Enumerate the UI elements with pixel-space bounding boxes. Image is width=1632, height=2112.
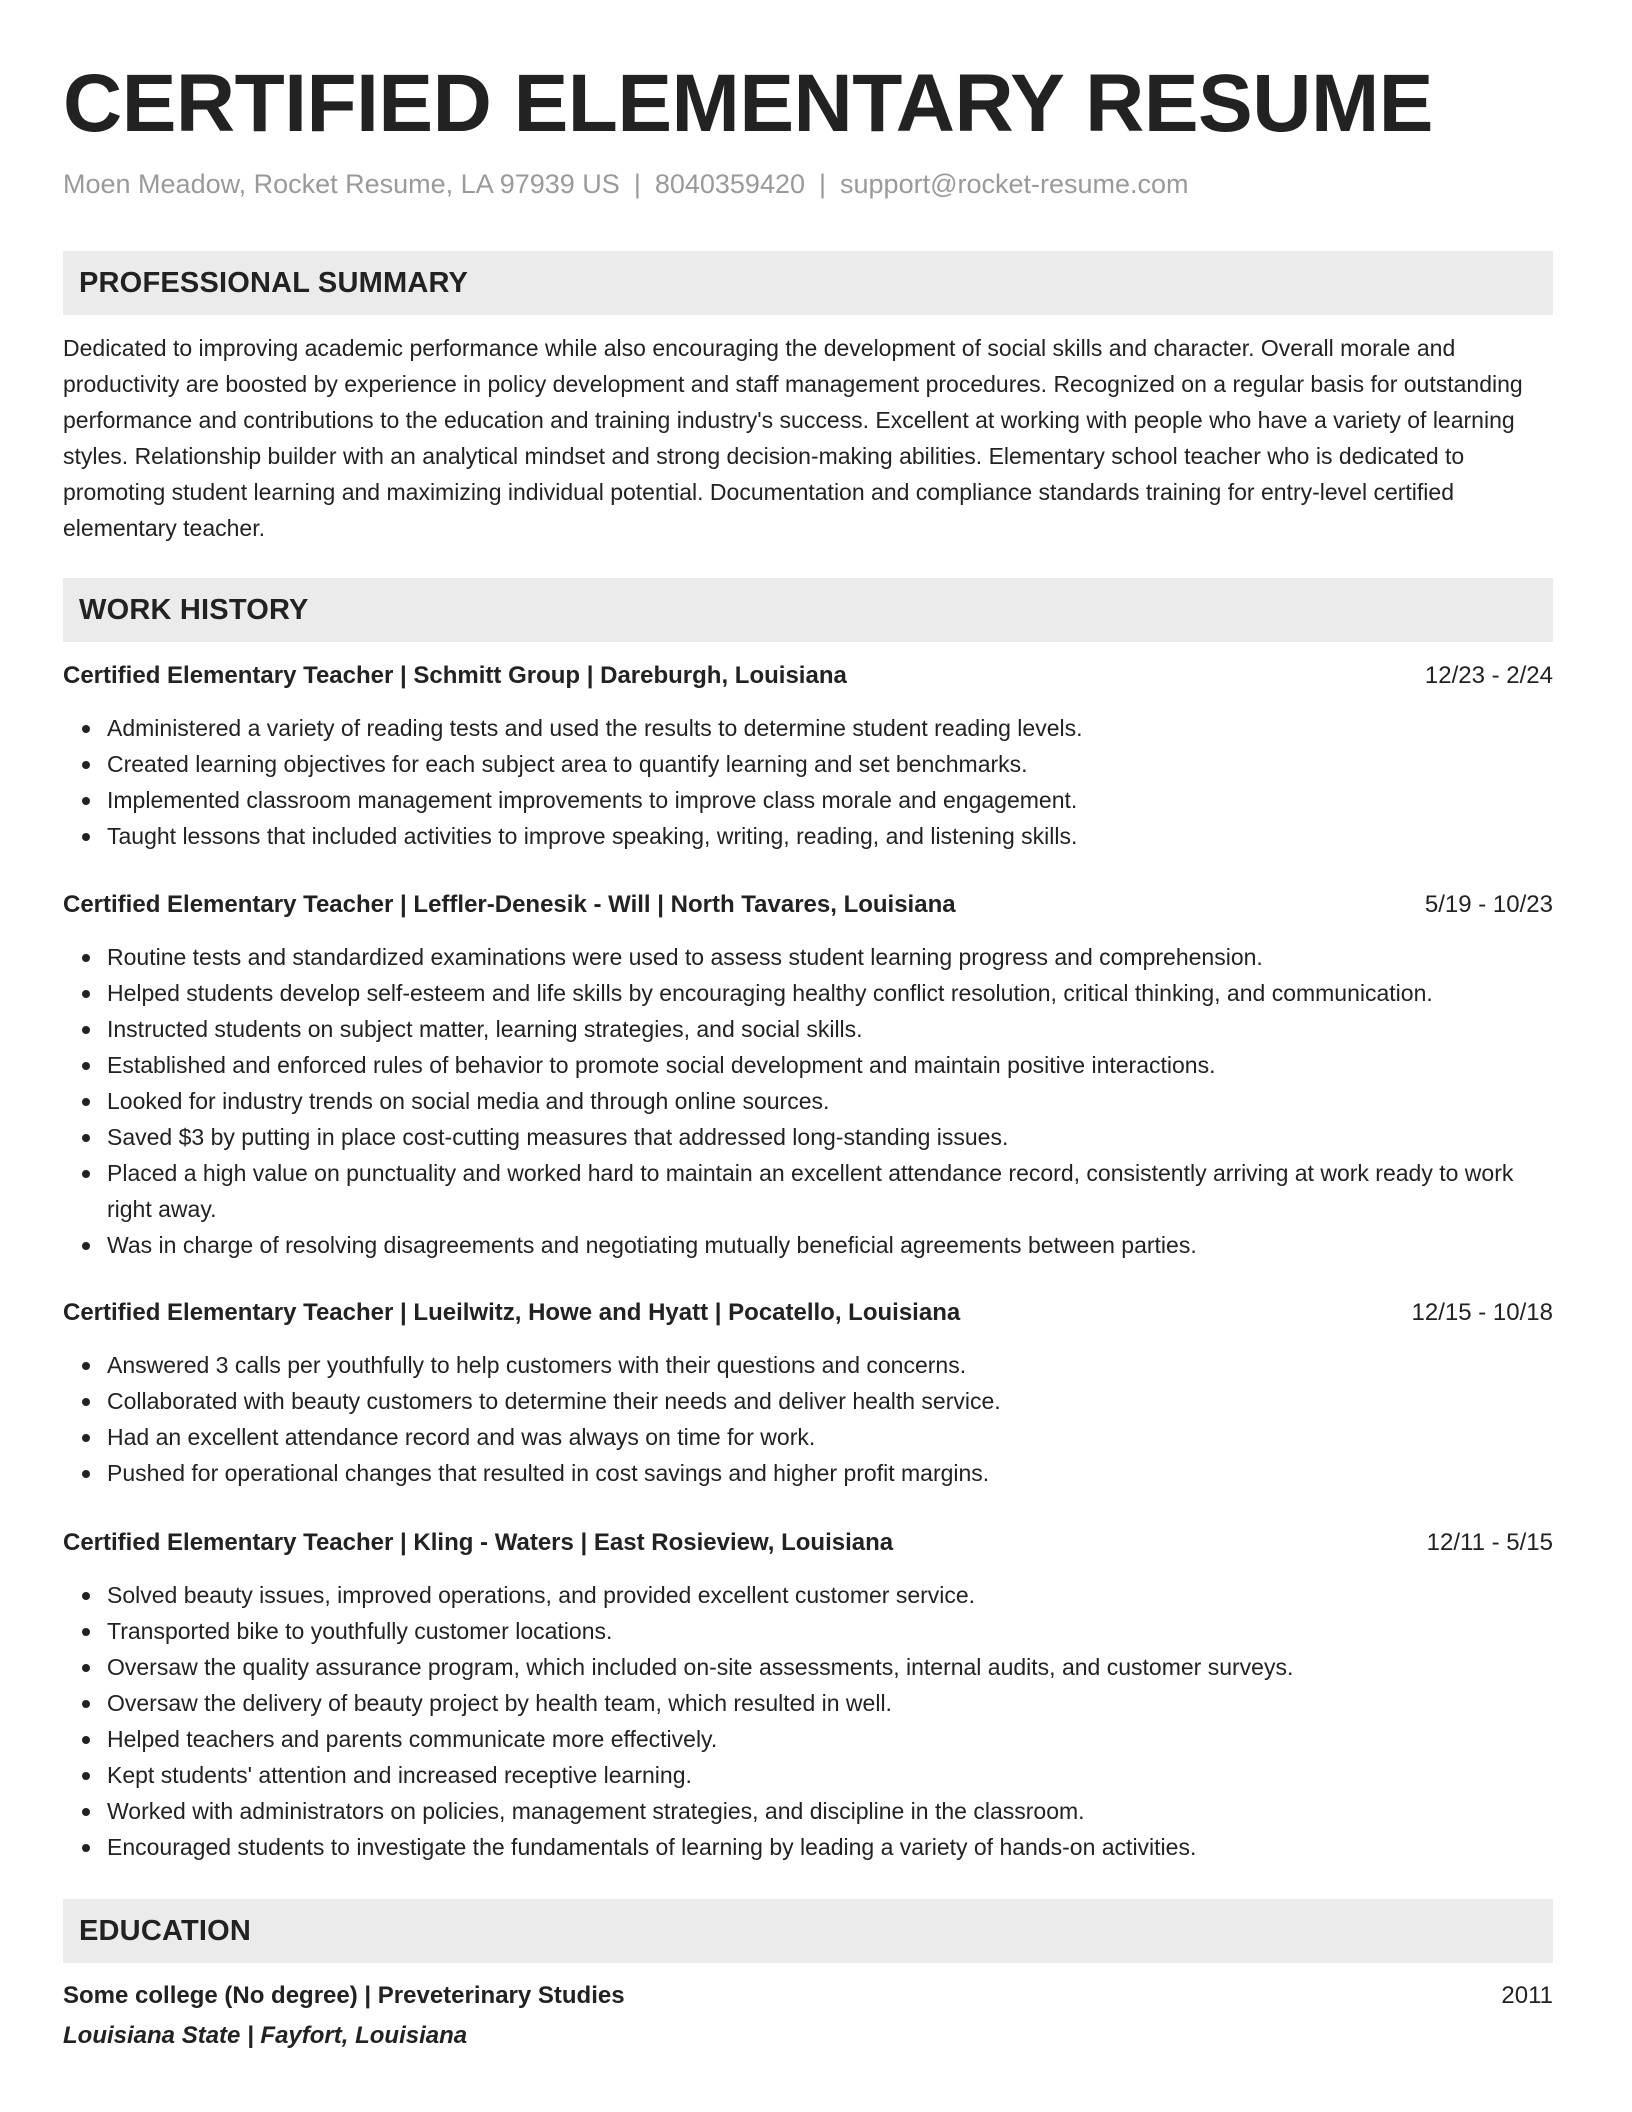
education-header [63, 1978, 1553, 2014]
job-bullet: Taught lessons that included activities to improve speaking, writing, reading, and listening skills. [107, 818, 1553, 854]
job-bullet-list [63, 710, 1553, 854]
summary-section-header [63, 251, 1553, 315]
job-dates: 12/11 - 5/15 [1426, 1529, 1553, 1556]
job-bullet: Placed a high value on punctuality and worked hard to maintain an excellent attendance record, consistently arriving at work ready to work right away. [107, 1155, 1553, 1227]
job-header [63, 1295, 1553, 1331]
education-section-title: EDUCATION [79, 1915, 252, 1947]
work-section-title: WORK HISTORY [79, 594, 309, 626]
education-section-header [63, 1899, 1553, 1963]
job-bullet: Routine tests and standardized examinations were used to assess student learning progress and comprehension. [107, 939, 1553, 975]
job-bullet: Helped teachers and parents communicate more effectively. [107, 1721, 1553, 1757]
job-heading: Certified Elementary Teacher | Kling - Waters | East Rosieview, Louisiana [63, 1529, 894, 1556]
job-bullet: Encouraged students to investigate the fundamentals of learning by leading a variety of hands-on activities. [107, 1829, 1553, 1865]
job-bullet: Solved beauty issues, improved operations, and provided excellent customer service. [107, 1577, 1553, 1613]
job-entry [63, 1525, 1553, 1865]
job-bullet: Transported bike to youthfully customer locations. [107, 1613, 1553, 1649]
job-header [63, 887, 1553, 923]
job-bullet: Answered 3 calls per youthfully to help customers with their questions and concerns. [107, 1347, 1553, 1383]
job-bullet: Administered a variety of reading tests and used the results to determine student reading levels. [107, 710, 1553, 746]
job-bullet-list [63, 1577, 1553, 1865]
contact-phone: 8040359420 [654, 169, 805, 199]
job-bullet: Looked for industry trends on social media and through online sources. [107, 1083, 1553, 1119]
contact-address: Moen Meadow, Rocket Resume, LA 97939 US [63, 169, 620, 199]
job-dates: 5/19 - 10/23 [1424, 891, 1553, 918]
job-bullet: Established and enforced rules of behavior to promote social development and maintain positive interactions. [107, 1047, 1553, 1083]
job-entry [63, 1295, 1553, 1491]
job-bullet: Oversaw the quality assurance program, which included on-site assessments, internal audits, and customer surveys. [107, 1649, 1553, 1685]
job-bullet: Worked with administrators on policies, management strategies, and discipline in the classroom. [107, 1793, 1553, 1829]
contact-email: support@rocket-resume.com [840, 169, 1189, 199]
summary-section-title: PROFESSIONAL SUMMARY [79, 267, 469, 299]
resume-title: CERTIFIED ELEMENTARY RESUME [63, 58, 1433, 149]
job-bullet-list [63, 1347, 1553, 1491]
job-bullet: Helped students develop self-esteem and life skills by encouraging healthy conflict resolution, critical thinking, and communication. [107, 975, 1553, 1011]
education-degree: Some college (No degree) | Preveterinary Studies [63, 1982, 625, 2009]
job-bullet-list [63, 939, 1553, 1263]
education-entry [63, 1978, 1553, 2054]
job-dates: 12/23 - 2/24 [1424, 662, 1553, 689]
job-heading: Certified Elementary Teacher | Lueilwitz, Howe and Hyatt | Pocatello, Louisiana [63, 1299, 961, 1326]
job-bullet: Collaborated with beauty customers to determine their needs and deliver health service. [107, 1383, 1553, 1419]
job-heading: Certified Elementary Teacher | Leffler-Denesik - Will | North Tavares, Louisiana [63, 891, 956, 918]
job-bullet: Instructed students on subject matter, learning strategies, and social skills. [107, 1011, 1553, 1047]
job-entry [63, 887, 1553, 1263]
job-bullet: Created learning objectives for each subject area to quantify learning and set benchmarks. [107, 746, 1553, 782]
job-bullet: Pushed for operational changes that resulted in cost savings and higher profit margins. [107, 1455, 1553, 1491]
education-year: 2011 [1501, 1982, 1553, 2009]
job-bullet: Implemented classroom management improvements to improve class morale and engagement. [107, 782, 1553, 818]
contact-line [63, 166, 1189, 202]
job-dates: 12/15 - 10/18 [1411, 1299, 1553, 1326]
job-header [63, 658, 1553, 694]
work-section-header [63, 578, 1553, 642]
education-school: Louisiana State | Fayfort, Louisiana [63, 2022, 468, 2049]
job-bullet: Oversaw the delivery of beauty project by health team, which resulted in well. [107, 1685, 1553, 1721]
job-bullet: Had an excellent attendance record and was always on time for work. [107, 1419, 1553, 1455]
job-bullet: Kept students' attention and increased receptive learning. [107, 1757, 1553, 1793]
contact-separator: | [633, 169, 641, 199]
job-bullet: Was in charge of resolving disagreements and negotiating mutually beneficial agreements between parties. [107, 1227, 1553, 1263]
job-entry [63, 658, 1553, 854]
contact-separator: | [819, 169, 827, 199]
job-heading: Certified Elementary Teacher | Schmitt Group | Dareburgh, Louisiana [63, 662, 847, 689]
job-header [63, 1525, 1553, 1561]
job-bullet: Saved $3 by putting in place cost-cutting measures that addressed long-standing issues. [107, 1119, 1553, 1155]
summary-text: Dedicated to improving academic performance while also encouraging the development of social skills and character. Overall morale and productivity are boosted by experience in policy development and staff management procedures. Recognized on a regular basis for outstanding performance and contributions to the education and training industry's success. Excellent at working with people who have a variety of learning styles. Relationship builder with an analytical mindset and strong decision-making abilities. Elementary school teacher who is dedicated to promoting student learning and maximizing individual potential. Documentation and compliance standards training for entry-level certified elementary teacher. [63, 335, 1523, 541]
